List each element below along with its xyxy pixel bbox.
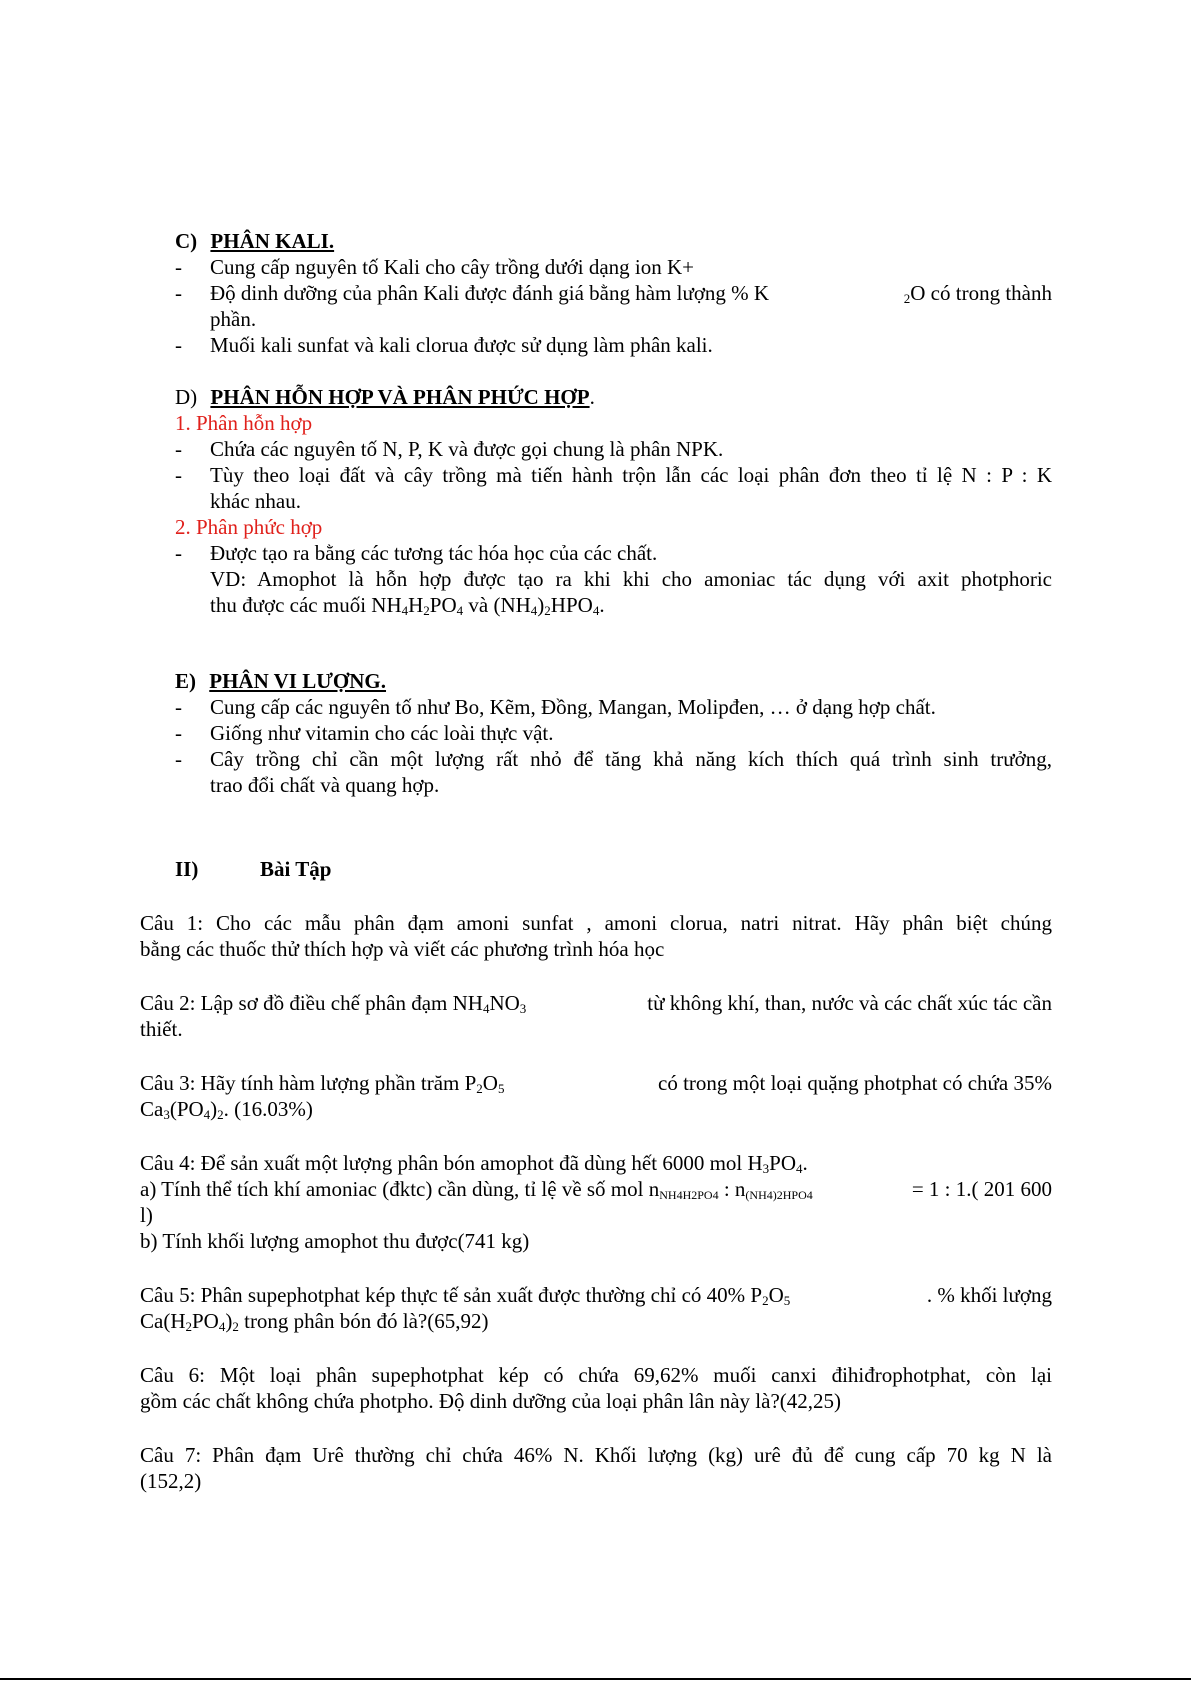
- question-7: Câu 7: Phân đạm Urê thường chỉ chứa 46% N. Khối lượng (kg) urê đủ để cung cấp 70 kg N là: [140, 1443, 1052, 1467]
- question-3-continuation: $Ca_3(PO_4)_2$. (16.03%): [140, 1097, 313, 1122]
- question-2: Câu 2: Lập sơ đồ điều chế phân đạm $NH_4NO_3$ từ không khí, than, nước và các chất xúc tác cần: [140, 991, 1052, 1016]
- question-4a-continuation: l): [140, 1203, 153, 1227]
- question-3: Câu 3: Hãy tính hàm lượng phần trăm $P_2O_5$ có trong một loại quặng photphat có chứa 35%: [140, 1071, 1052, 1096]
- question-4b: b) Tính khối lượng amophot thu được(741 kg): [140, 1229, 530, 1253]
- page-bottom-rule: [0, 1678, 1191, 1680]
- question-4: Câu 4: Để sản xuất một lượng phân bón amophot đã dùng hết 6000 mol $H_3PO_4$.: [140, 1151, 808, 1176]
- example-line: VD: Amophot là hỗn hợp được tạo ra khi khi cho amoniac tác dụng với axit photphoric: [210, 567, 1052, 591]
- section-d-heading: D) PHÂN HỖN HỢP VÀ PHÂN PHỨC HỢP.: [175, 385, 595, 409]
- section-c-title: PHÂN KALI.: [210, 229, 335, 253]
- list-item-continuation: trao đổi chất và quang hợp.: [210, 773, 440, 797]
- section-e-title: PHÂN VI LƯỢNG.: [209, 669, 387, 693]
- section-d-title: PHÂN HỖN HỢP VÀ PHÂN PHỨC HỢP: [210, 385, 590, 409]
- section-ii-title: Bài Tập: [260, 857, 332, 881]
- section-ii-heading: II) Bài Tập: [175, 857, 332, 881]
- section-c-heading: C) PHÂN KALI.: [175, 229, 335, 253]
- question-7-continuation: (152,2): [140, 1469, 202, 1493]
- question-6: Câu 6: Một loại phân supephotphat kép có chứa 69,62% muối canxi đihiđrophotphat, còn lại: [140, 1363, 1052, 1387]
- list-item-continuation: phần.: [210, 307, 257, 331]
- question-5-continuation: $Ca(H_2PO_4)_2$ trong phân bón đó là?(65,92): [140, 1309, 489, 1334]
- question-1-continuation: bằng các thuốc thử thích hợp và viết các phương trình hóa học: [140, 937, 665, 961]
- section-e-heading: E) PHÂN VI LƯỢNG.: [175, 669, 387, 693]
- question-2-continuation: thiết.: [140, 1017, 183, 1041]
- question-5: Câu 5: Phân supephotphat kép thực tế sản xuất được thường chỉ có 40% $P_2O_5$ . % khối lượng: [140, 1283, 1052, 1308]
- list-item-continuation: khác nhau.: [210, 489, 301, 513]
- question-4a: a) Tính thể tích khí amoniac (đktc) cần dùng, tỉ lệ về số mol $n_{NH4H2PO4}$ : $n_{(NH4)2HPO4}$ = 1 : 1.( 201 600: [140, 1177, 1052, 1202]
- subheading-complex-fertilizer: 2. Phân phức hợp: [175, 515, 323, 539]
- example-line: thu được các muối $NH_4H_2PO_4$ và $(NH_4)_2HPO_4$.: [210, 593, 605, 618]
- question-1: Câu 1: Cho các mẫu phân đạm amoni sunfat , amoni clorua, natri nitrat. Hãy phân biệt chúng: [140, 911, 1052, 935]
- document-page: C) PHÂN KALI. - Cung cấp nguyên tố Kali cho cây trồng dưới dạng ion K+ - Độ dinh dưỡng của phân Kali được đánh giá bằng hàm lượng % K $_2$O có trong thành phần. - Muối kali sunfat và kali clorua được sử dụng làm phân kali. D) PHÂN HỖN HỢP VÀ PHÂN PHỨC HỢP. 1. Phân hỗn hợp - Chứa các nguyên tố N, P, K và được gọi chung là phân NPK. - Tùy theo loại đất và cây trồng mà tiến hành trộn lẫn các loại phân đơn theo tỉ lệ N : P : K khác nhau. 2. Phân phức hợp - Được tạo ra bằng các tương tác hóa học của các chất. VD: Amophot là hỗn hợp được tạo ra khi khi cho amoniac tác dụng với axit photphoric thu được các muối $NH_4H_2PO_4$ và $(NH_4)_2HPO_4$. E) PHÂN VI LƯỢNG. - Cung cấp các nguyên tố như Bo, Kẽm, Đồng, Mangan, Molipđen, … ở dạng hợp chất. - Giống như vitamin cho các loài thực vật. - Cây trồng chỉ cần một lượng rất nhỏ để tăng khả năng kích thích quá trình sinh trưởng, trao đổi chất và quang hợp. II) Bài Tập Câu 1: Cho các mẫu phân đạm amoni sunfat , amoni clorua, natri nitrat. Hãy phân biệt chúng bằng các thuốc thử thích hợp và viết các phương trình hóa học Câu 2: Lập sơ đồ điều chế phân đạm $NH_4NO_3$ từ không khí, than, nước và các chất xúc tác cần thiết. Câu 3: Hãy tính hàm lượng phần trăm $P_2O_5$ có trong một loại quặng photphat có chứa 35% $Ca_3(PO_4)_2$. (16.03%) Câu 4: Để sản xuất một lượng phân bón amophot đã dùng hết 6000 mol $H_3PO_4$. a) Tính thể tích khí amoniac (đktc) cần dùng, tỉ lệ về số mol $n_{NH4H2PO4}$ : $n_{(NH4)2HPO4}$ = 1 : 1.( 201 600 l) b) Tính khối lượng amophot thu được(741 kg) Câu 5: Phân supephotphat kép thực tế sản xuất được thường chỉ có 40% $P_2O_5$ . % khối lượng $Ca(H_2PO_4)_2$ trong phân bón đó là?(65,92) Câu 6: Một loại phân supephotphat kép có chứa 69,62% muối canxi đihiđrophotphat, còn lại gồm các chất không chứa photpho. Độ dinh dưỡng của loại phân lân này là?(42,25) Câu 7: Phân đạm Urê thường chỉ chứa 46% N. Khối lượng (kg) urê đủ để cung cấp 70 kg N là (152,2): [0, 0, 1191, 1685]
- question-6-continuation: gồm các chất không chứa photpho. Độ dinh dưỡng của loại phân lân này là?(42,25): [140, 1389, 842, 1413]
- subheading-mixed-fertilizer: 1. Phân hỗn hợp: [175, 411, 313, 435]
